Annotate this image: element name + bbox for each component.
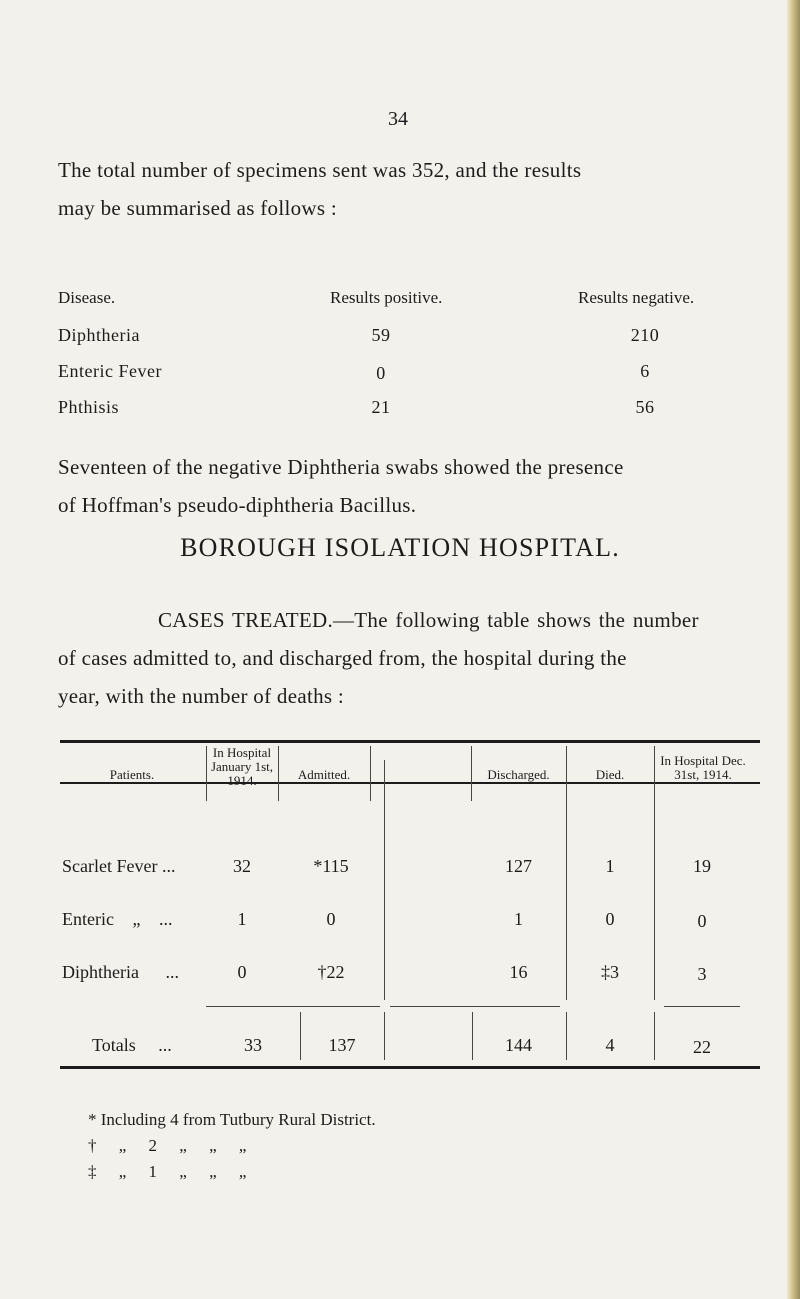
results-negative: 6 <box>640 361 650 381</box>
header-discharged: Discharged. <box>487 767 550 782</box>
column-divider <box>384 760 385 1000</box>
table-top-rule <box>60 740 760 743</box>
seventeen-line-1: Seventeen of the negative Diphtheria swabs showed the presence <box>58 455 624 479</box>
totals-separator <box>206 1006 380 1007</box>
results-negative: 210 <box>630 325 660 345</box>
results-header-disease: Disease. <box>58 288 116 307</box>
row-label: Enteric „ ... <box>62 909 173 929</box>
total-dec: 22 <box>693 1037 711 1057</box>
seventeen-line-2: of Hoffman's pseudo-diphtheria Bacillus. <box>58 493 417 517</box>
cell-died: 1 <box>605 856 615 876</box>
total-died: 4 <box>605 1035 615 1055</box>
header-in-hospital-jan: In Hospital January 1st, 1914. <box>210 745 274 788</box>
total-discharged: 144 <box>505 1035 532 1055</box>
page-number: 34 <box>388 108 408 130</box>
cell-died: 0 <box>605 909 615 929</box>
footnote-2: † „ 2 „ „ „ <box>88 1136 247 1155</box>
header-admitted: Admitted. <box>297 767 351 782</box>
header-died: Died. <box>595 767 625 782</box>
table-end-rule <box>60 1066 760 1069</box>
results-positive: 0 <box>376 363 386 383</box>
results-positive: 59 <box>371 325 391 345</box>
footnote-3: ‡ „ 1 „ „ „ <box>88 1162 247 1181</box>
totals-separator <box>390 1006 560 1007</box>
results-positive: 21 <box>371 397 391 417</box>
results-disease: Enteric Fever <box>58 361 162 381</box>
column-divider <box>370 746 371 801</box>
intro-line-1: The total number of specimens sent was 352, and the results <box>58 158 582 182</box>
column-divider <box>384 1012 385 1060</box>
header-patients: Patients. <box>109 767 155 782</box>
intro-line-2: may be summarised as follows : <box>58 196 338 220</box>
cell-discharged: 16 <box>509 962 528 982</box>
cases-line-1: CASES TREATED.—The following table shows the number <box>158 608 699 632</box>
cell-dec: 19 <box>693 856 711 876</box>
cell-jan: 32 <box>233 856 251 876</box>
row-label: Diphtheria ... <box>62 962 179 982</box>
results-disease: Phthisis <box>58 397 120 417</box>
cell-jan: 1 <box>237 909 247 929</box>
cell-dec: 0 <box>697 911 707 931</box>
cell-discharged: 1 <box>514 909 523 929</box>
total-jan: 33 <box>244 1035 262 1055</box>
row-label: Scarlet Fever ... <box>62 856 176 876</box>
results-header-negative: Results negative. <box>578 288 695 307</box>
cell-discharged: 127 <box>505 856 532 876</box>
page-edge-shadow <box>786 0 800 1299</box>
results-header-positive: Results positive. <box>330 288 443 307</box>
footnote-1: * Including 4 from Tutbury Rural District. <box>88 1110 376 1129</box>
results-negative: 56 <box>635 397 655 417</box>
results-disease: Diphtheria <box>58 325 140 345</box>
cell-jan: 0 <box>237 962 247 982</box>
cell-dec: 3 <box>697 964 707 984</box>
cases-line-2: of cases admitted to, and discharged from, the hospital during the <box>58 646 627 670</box>
cell-admitted: †22 <box>317 962 345 982</box>
cell-died: ‡3 <box>601 962 619 982</box>
cell-admitted: 0 <box>326 909 336 929</box>
total-admitted: 137 <box>328 1035 356 1055</box>
table-bottom-rule <box>60 782 760 784</box>
header-in-hospital-dec: In Hospital Dec. 31st, 1914. <box>660 753 746 782</box>
section-heading: BOROUGH ISOLATION HOSPITAL. <box>180 533 620 562</box>
cell-admitted: *115 <box>313 856 349 876</box>
totals-separator <box>664 1006 740 1007</box>
cases-line-3: year, with the number of deaths : <box>58 684 345 708</box>
totals-label: Totals ... <box>92 1035 172 1055</box>
